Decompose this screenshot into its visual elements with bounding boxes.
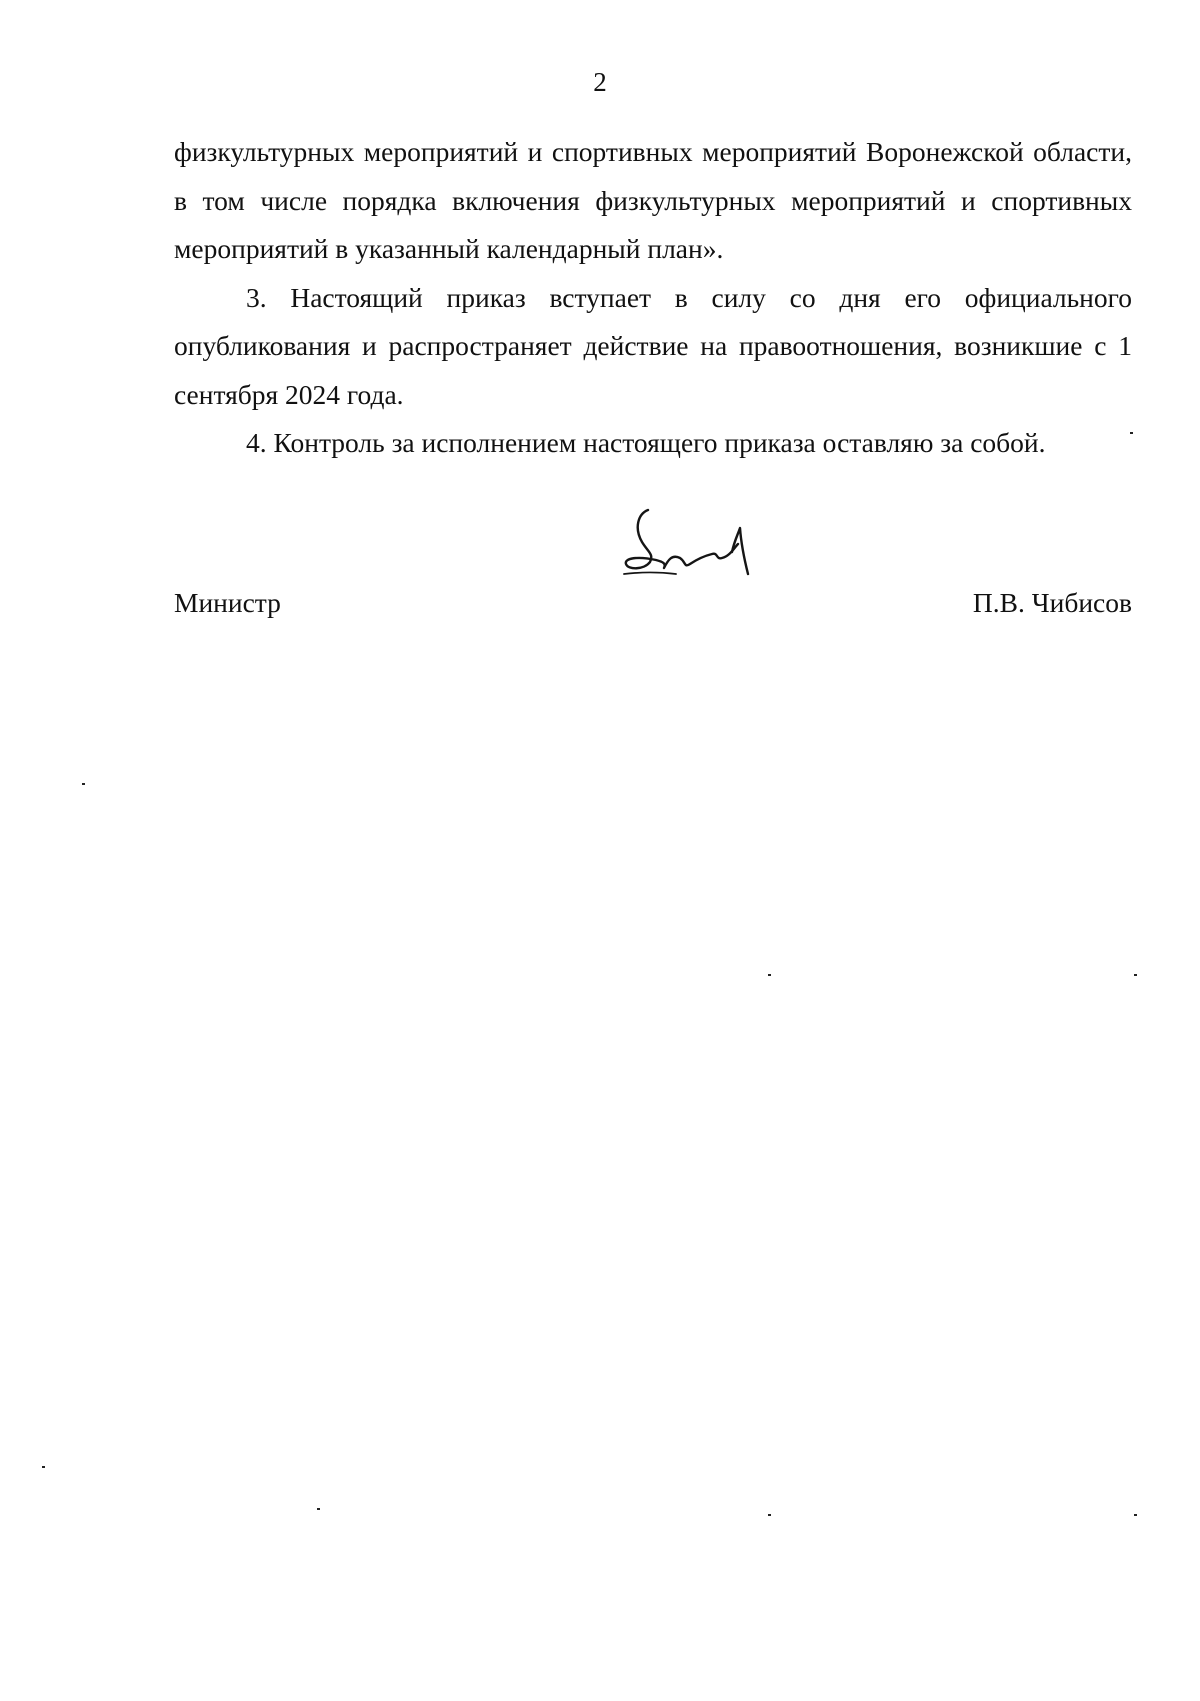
signatory-name: П.В. Чибисов [972,587,1132,618]
position-title: Министр [174,587,281,618]
paragraph-continuation: физкультурных мероприятий и спортивных мероприятий Воронежской области, в том числе порядка включения физкультурных мероприятий и спортивных мероприятий в указанный календарный план». [174,136,1132,264]
handwritten-signature [620,508,770,588]
signature-block [174,585,1132,621]
scan-artifact [82,783,85,785]
scan-artifact [768,1514,771,1516]
paragraph-item-3: 3. Настоящий приказ вступает в силу со дня его официального опубликования и распространяет действие на правоотношения, возникшие с 1 сентября 2024 года. [174,281,1132,410]
page-number: 2 [593,67,607,97]
scan-artifact [768,974,771,976]
scan-artifact [317,1508,320,1510]
document-body [174,128,1132,468]
paragraph-item-4: 4. Контроль за исполнением настоящего приказа оставляю за собой. [246,427,1046,458]
scan-artifact [42,1466,45,1468]
scan-artifact [1130,432,1133,434]
scan-artifact [1134,974,1137,976]
scan-artifact [1134,1514,1137,1516]
